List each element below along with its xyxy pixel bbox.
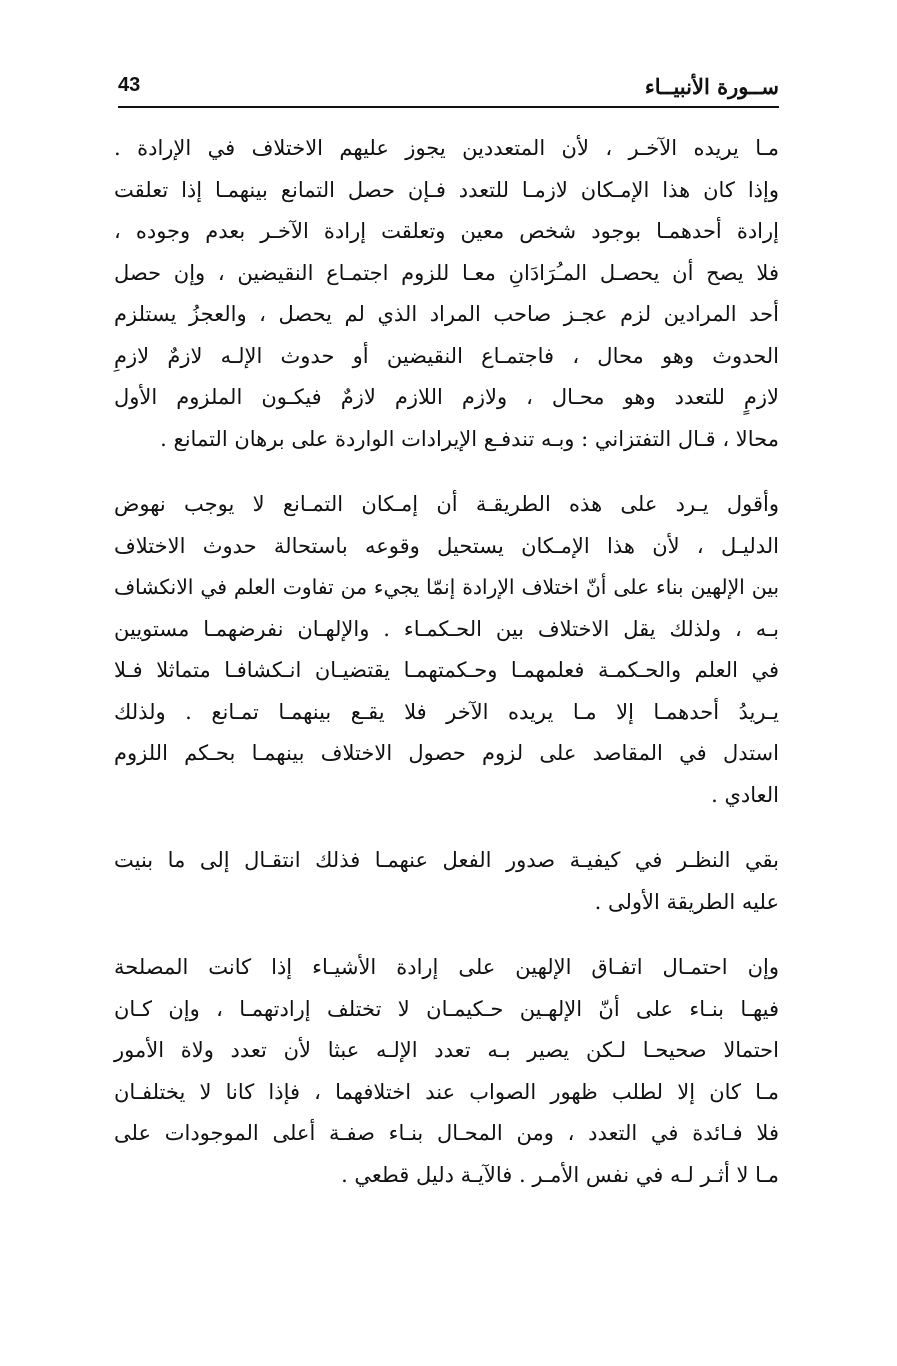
text-line: وأقول يـرد على هذه الطريقـة أن إمـكان التمـانع لا يوجب نهوض (114, 492, 779, 516)
page-number: 43 (118, 74, 141, 96)
body-text (114, 128, 779, 1220)
header-divider (118, 106, 779, 108)
page-header (118, 72, 779, 102)
paragraph (114, 840, 779, 923)
paragraph (114, 128, 779, 460)
text-line: بين الإلهين بناء على أنّ اختلاف الإرادة إنمّا يجيء من تفاوت العلم في الانكشاف (114, 575, 779, 599)
text-line: وإذا كان هذا الإمـكان لازمـا للتعدد فـإن حصل التمانع بينهمـا إذا تعلقت (114, 177, 779, 202)
text-line: استدل في المقاصد على لزوم حصول الاختلاف بينهمـا بحـكم اللزوم (114, 741, 779, 765)
text-line: فلا يصح أن يحصـل المـُرَادَانِ معـا للزوم اجتمـاع النقيضين ، وإن حصل (114, 260, 779, 285)
text-line: مـا لا أثـر لـه في نفس الأمـر . فالآيـة دليل قطعي . (341, 1162, 779, 1187)
paragraph (114, 947, 779, 1196)
text-line: يـريدُ أحدهمـا إلا مـا يريده الآخر فلا يقـع بينهمـا تمـانع . ولذلك (114, 699, 779, 724)
text-line: فلا فـائدة في التعدد ، ومن المحـال بنـاء صفـة أعلى الموجودات على (114, 1121, 779, 1145)
text-line: في العلم والحـكمـة فعلمهمـا وحـكمتهمـا يقتضيـان انـكشافـا متماثلا فـلا (114, 658, 779, 682)
text-line: فيهـا بنـاء على أنّ الإلهـين حـكيمـان لا تختلف إرادتهمـا ، وإن كـان (114, 996, 779, 1021)
text-line: أحد المرادين لزم عجـز صاحب المراد الذي لم يحصل ، والعجزُ يستلزم (114, 302, 779, 326)
paragraph (114, 484, 779, 816)
text-line: الدليـل ، لأن هذا الإمـكان يستحيل وقوعه باستحالة حدوث الاختلاف (114, 533, 779, 558)
text-line: احتمالا صحيحـا لـكن يصير بـه تعدد الإلـه عبثا لأن تعدد ولاة الأمور (114, 1038, 779, 1062)
text-line: مـا يريده الآخـر ، لأن المتعددين يجوز عليهم الاختلاف في الإرادة . (114, 136, 779, 160)
text-line: لازمٍ للتعدد وهو محـال ، ولازم اللازم لازمٌ فيكـون الملزوم الأول (114, 385, 779, 409)
text-line: إرادة أحدهمـا بوجود شخص معين وتعلقت إرادة الآخـر بعدم وجوده ، (114, 219, 779, 243)
surah-title: ســورة الأنبيــاء (644, 74, 779, 99)
text-line: عليه الطريقة الأولى . (594, 889, 779, 914)
text-line: محالا ، قـال التفتزاني : وبـه تندفـع الإيرادات الواردة على برهان التمانع . (160, 426, 779, 451)
text-line: بقي النظـر في كيفيـة صدور الفعل عنهمـا فذلك انتقـال إلى ما بنيت (114, 848, 779, 872)
text-line: مـا كان إلا لطلب ظهور الصواب عند اختلافهما ، فإذا كانا لا يختلفـان (114, 1079, 779, 1104)
text-line: وإن احتمـال اتفـاق الإلهين على إرادة الأشيـاء إذا كانت المصلحة (114, 955, 779, 979)
text-line: الحدوث وهو محال ، فاجتمـاع النقيضين أو حدوث الإلـه لازمٌ لازمِ (114, 343, 779, 368)
text-line: بـه ، ولذلك يقل الاختلاف بين الحـكمـاء . والإلهـان نفرضهمـا مستويين (114, 616, 779, 641)
text-line: العادي . (711, 782, 779, 807)
